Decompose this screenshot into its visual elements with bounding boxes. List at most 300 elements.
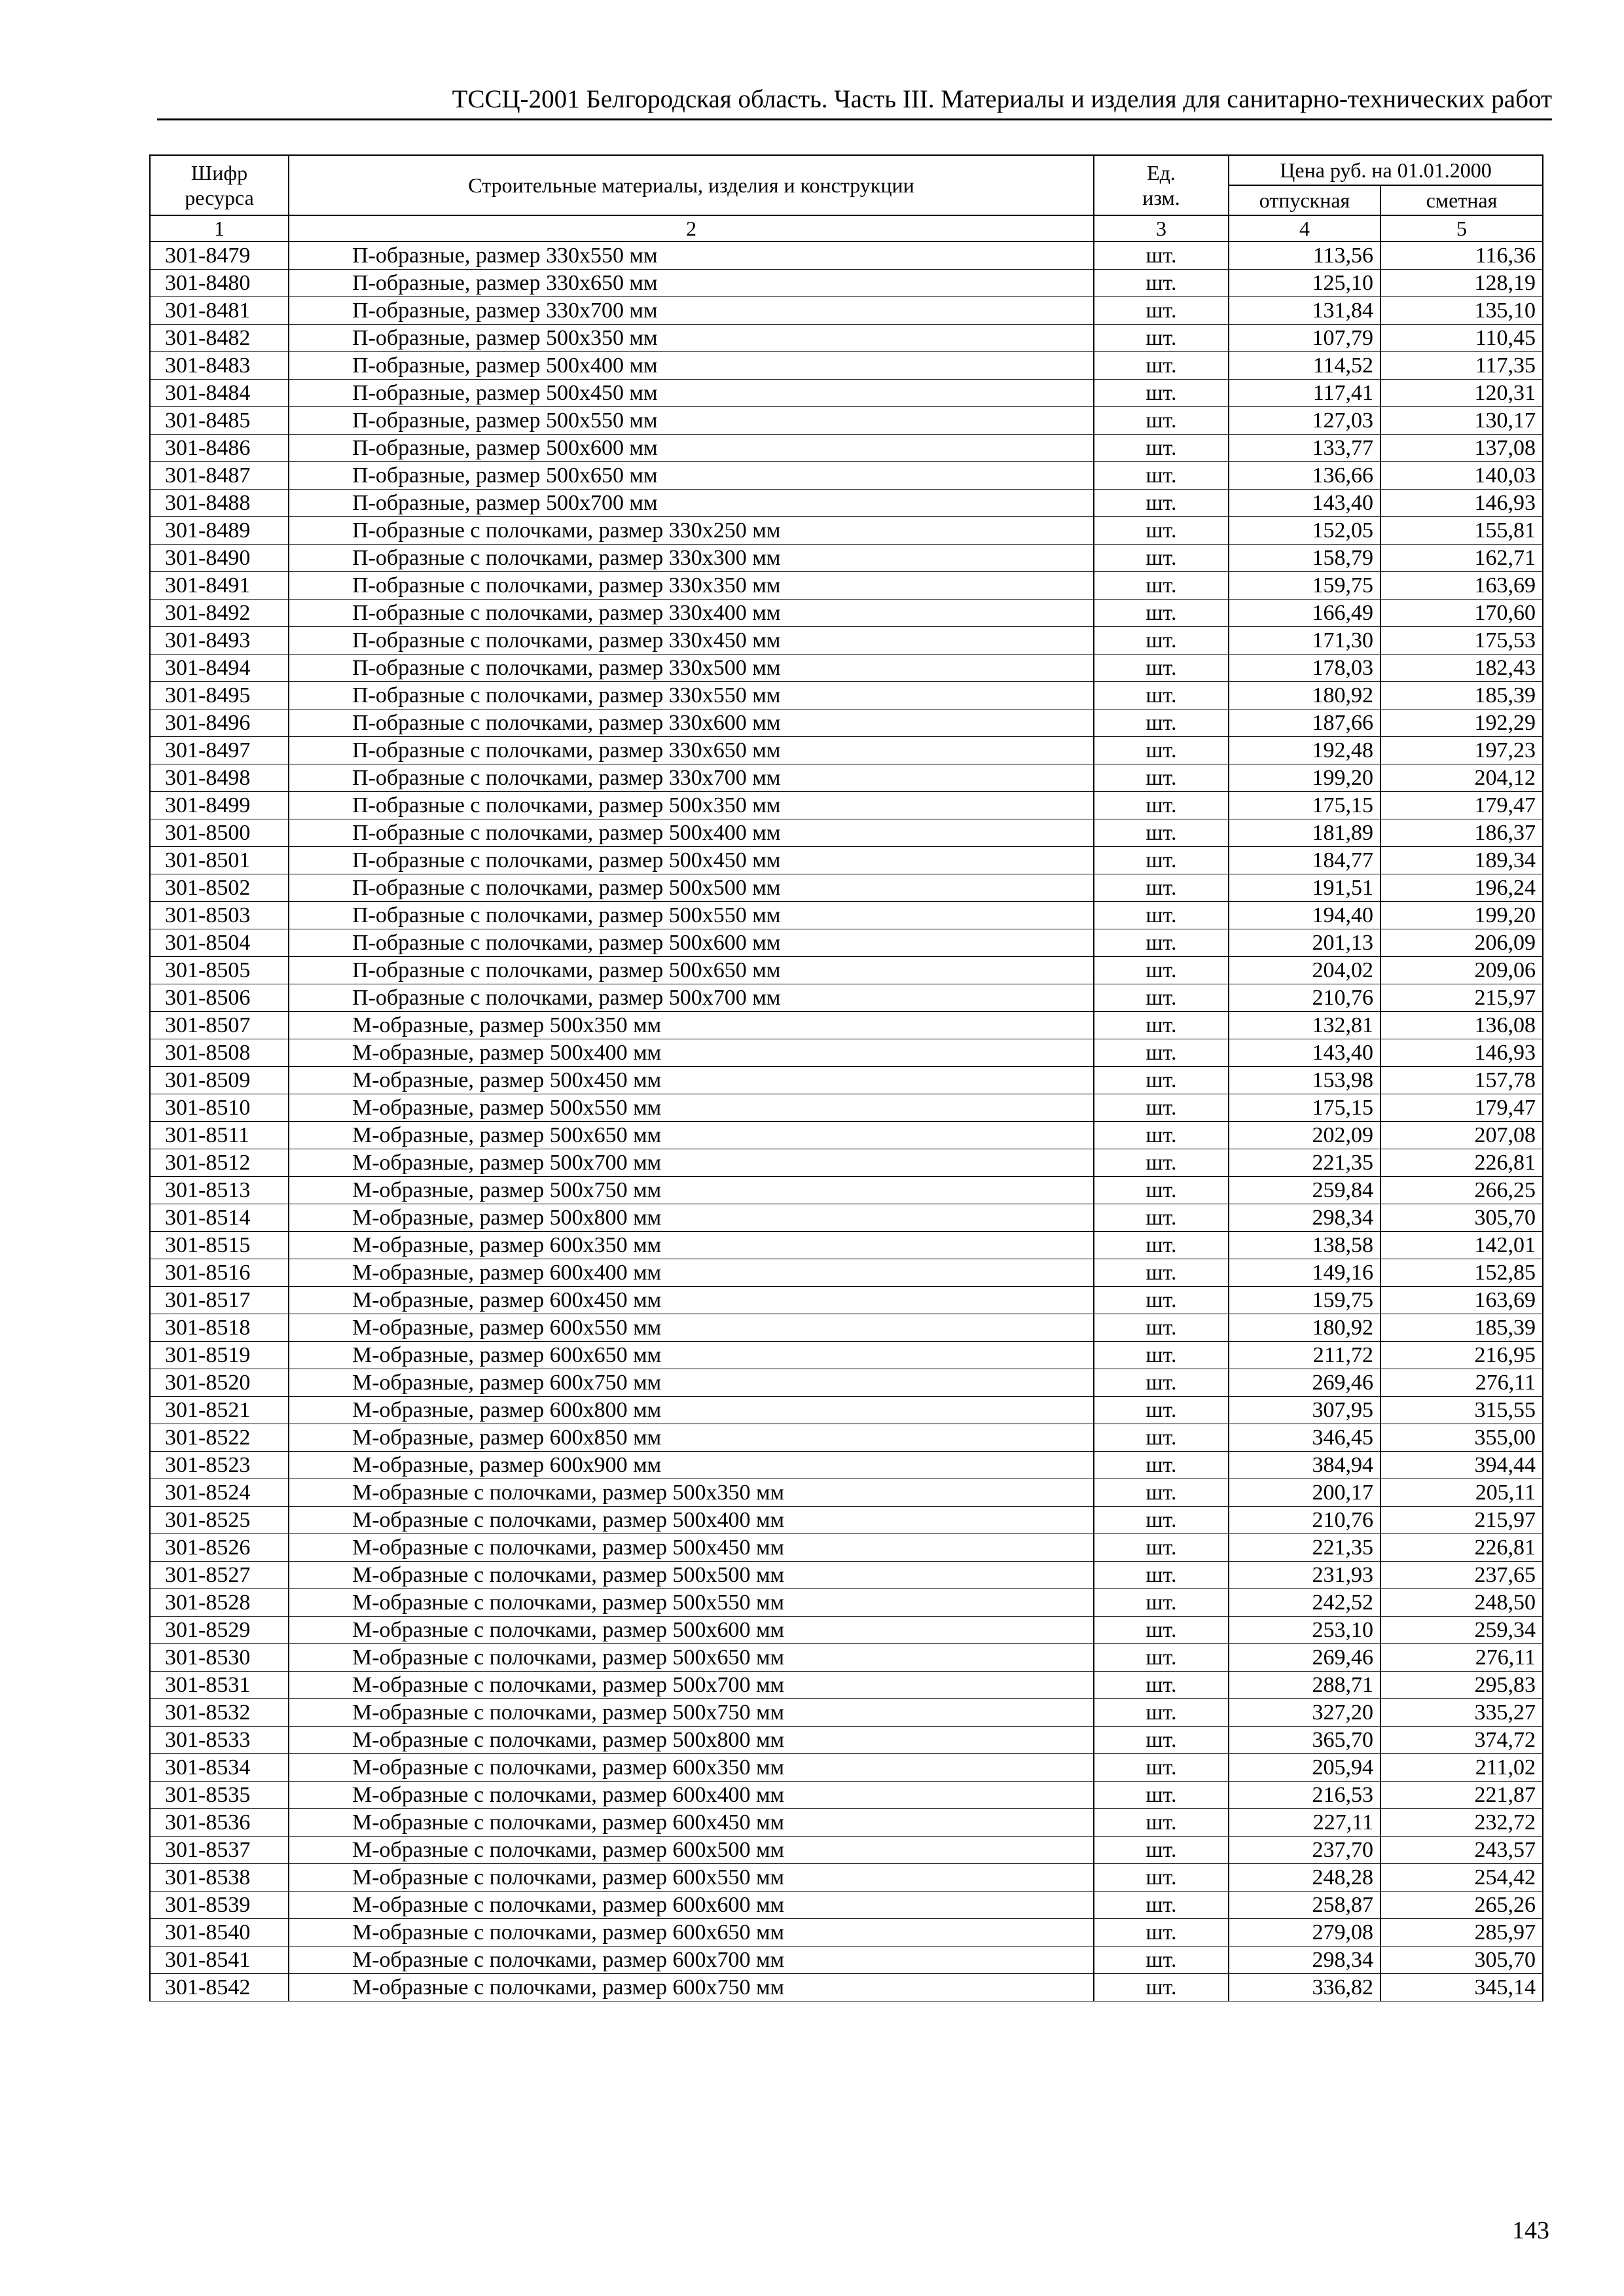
material-name-cell: М-образные, размер 600x850 мм [289,1424,1094,1452]
unit-cell: шт. [1094,270,1229,297]
release-price-cell: 192,48 [1229,737,1380,764]
table-row [150,545,1543,572]
resource-code-cell: 301-8489 [150,517,289,545]
column-header-price-estimate: сметная [1380,185,1543,215]
table-row [150,682,1543,709]
unit-cell: шт. [1094,1012,1229,1039]
table-row [150,1782,1543,1809]
table-row [150,1177,1543,1204]
unit-cell: шт. [1094,957,1229,984]
resource-code-cell: 301-8538 [150,1864,289,1892]
material-name-cell: М-образные, размер 500x750 мм [289,1177,1094,1204]
resource-code-cell: 301-8497 [150,737,289,764]
estimate-price-cell: 295,83 [1380,1672,1543,1699]
material-name-cell: М-образные с полочками, размер 600x700 мм [289,1946,1094,1974]
resource-code-cell: 301-8533 [150,1727,289,1754]
unit-cell: шт. [1094,380,1229,407]
material-name-cell: М-образные с полочками, размер 500x350 мм [289,1479,1094,1507]
table-row [150,1397,1543,1424]
table-row [150,1012,1543,1039]
resource-code-cell: 301-8536 [150,1809,289,1837]
table-row [150,627,1543,655]
table-row [150,709,1543,737]
material-name-cell: М-образные, размер 600x450 мм [289,1287,1094,1314]
material-name-cell: М-образные с полочками, размер 500x750 мм [289,1699,1094,1727]
resource-code-cell: 301-8499 [150,792,289,819]
material-name-cell: П-образные, размер 500x700 мм [289,490,1094,517]
release-price-cell: 202,09 [1229,1122,1380,1149]
release-price-cell: 175,15 [1229,792,1380,819]
resource-code-cell: 301-8511 [150,1122,289,1149]
release-price-cell: 210,76 [1229,984,1380,1012]
release-price-cell: 200,17 [1229,1479,1380,1507]
resource-code-cell: 301-8484 [150,380,289,407]
page-header-title: ТССЦ-2001 Белгородская область. Часть III. Материалы и изделия для санитарно-технических работ [452,85,1552,113]
estimate-price-cell: 285,97 [1380,1919,1543,1946]
release-price-cell: 133,77 [1229,435,1380,462]
estimate-price-cell: 135,10 [1380,297,1543,325]
unit-cell: шт. [1094,1864,1229,1892]
estimate-price-cell: 192,29 [1380,709,1543,737]
material-name-cell: М-образные с полочками, размер 600x500 мм [289,1837,1094,1864]
estimate-price-cell: 226,81 [1380,1149,1543,1177]
resource-code-cell: 301-8540 [150,1919,289,1946]
material-name-cell: П-образные с полочками, размер 330x500 мм [289,655,1094,682]
estimate-price-cell: 207,08 [1380,1122,1543,1149]
resource-code-cell: 301-8519 [150,1342,289,1369]
material-name-cell: М-образные с полочками, размер 500x700 мм [289,1672,1094,1699]
unit-cell: шт. [1094,682,1229,709]
resource-code-cell: 301-8501 [150,847,289,874]
unit-cell: шт. [1094,1946,1229,1974]
estimate-price-cell: 136,08 [1380,1012,1543,1039]
table-row [150,600,1543,627]
price-table [149,154,1543,2001]
material-name-cell: М-образные с полочками, размер 600x750 мм [289,1974,1094,2001]
column-header-unit-line2: изм. [1142,186,1180,209]
release-price-cell: 201,13 [1229,929,1380,957]
unit-cell: шт. [1094,1534,1229,1562]
material-name-cell: М-образные с полочками, размер 500x800 мм [289,1727,1094,1754]
unit-cell: шт. [1094,1837,1229,1864]
material-name-cell: П-образные с полочками, размер 330x350 мм [289,572,1094,600]
release-price-cell: 231,93 [1229,1562,1380,1589]
resource-code-cell: 301-8480 [150,270,289,297]
release-price-cell: 259,84 [1229,1177,1380,1204]
release-price-cell: 114,52 [1229,352,1380,380]
estimate-price-cell: 215,97 [1380,1507,1543,1534]
table-row [150,655,1543,682]
material-name-cell: П-образные с полочками, размер 500x400 мм [289,819,1094,847]
page-number: 143 [1512,2217,1549,2244]
material-name-cell: П-образные с полочками, размер 500x600 мм [289,929,1094,957]
resource-code-cell: 301-8488 [150,490,289,517]
unit-cell: шт. [1094,1699,1229,1727]
unit-cell: шт. [1094,764,1229,792]
material-name-cell: М-образные с полочками, размер 500x550 мм [289,1589,1094,1617]
estimate-price-cell: 211,02 [1380,1754,1543,1782]
table-row [150,1617,1543,1644]
unit-cell: шт. [1094,572,1229,600]
unit-cell: шт. [1094,1727,1229,1754]
estimate-price-cell: 116,36 [1380,242,1543,270]
resource-code-cell: 301-8503 [150,902,289,929]
estimate-price-cell: 163,69 [1380,572,1543,600]
resource-code-cell: 301-8529 [150,1617,289,1644]
release-price-cell: 346,45 [1229,1424,1380,1452]
material-name-cell: П-образные с полочками, размер 500x350 мм [289,792,1094,819]
release-price-cell: 113,56 [1229,242,1380,270]
estimate-price-cell: 117,35 [1380,352,1543,380]
material-name-cell: П-образные, размер 500x650 мм [289,462,1094,490]
column-header-code-line1: Шифр [190,161,248,185]
resource-code-cell: 301-8495 [150,682,289,709]
estimate-price-cell: 179,47 [1380,792,1543,819]
material-name-cell: М-образные, размер 600x400 мм [289,1259,1094,1287]
release-price-cell: 269,46 [1229,1369,1380,1397]
table-row [150,1644,1543,1672]
resource-code-cell: 301-8530 [150,1644,289,1672]
table-row [150,1342,1543,1369]
estimate-price-cell: 305,70 [1380,1946,1543,1974]
material-name-cell: М-образные, размер 600x350 мм [289,1232,1094,1259]
material-name-cell: М-образные, размер 500x800 мм [289,1204,1094,1232]
release-price-cell: 127,03 [1229,407,1380,435]
estimate-price-cell: 197,23 [1380,737,1543,764]
unit-cell: шт. [1094,242,1229,270]
material-name-cell: П-образные с полочками, размер 330x250 мм [289,517,1094,545]
material-name-cell: М-образные с полочками, размер 600x550 мм [289,1864,1094,1892]
material-name-cell: П-образные с полочками, размер 330x400 мм [289,600,1094,627]
unit-cell: шт. [1094,1754,1229,1782]
resource-code-cell: 301-8487 [150,462,289,490]
resource-code-cell: 301-8535 [150,1782,289,1809]
release-price-cell: 180,92 [1229,1314,1380,1342]
estimate-price-cell: 265,26 [1380,1892,1543,1919]
resource-code-cell: 301-8542 [150,1974,289,2001]
material-name-cell: П-образные, размер 330x700 мм [289,297,1094,325]
resource-code-cell: 301-8515 [150,1232,289,1259]
release-price-cell: 136,66 [1229,462,1380,490]
table-row [150,242,1543,270]
resource-code-cell: 301-8514 [150,1204,289,1232]
release-price-cell: 221,35 [1229,1534,1380,1562]
table-row [150,1424,1543,1452]
estimate-price-cell: 196,24 [1380,874,1543,902]
unit-cell: шт. [1094,490,1229,517]
resource-code-cell: 301-8496 [150,709,289,737]
table-row [150,1699,1543,1727]
material-name-cell: М-образные, размер 600x800 мм [289,1397,1094,1424]
material-name-cell: П-образные с полочками, размер 500x450 мм [289,847,1094,874]
unit-cell: шт. [1094,737,1229,764]
table-row [150,1534,1543,1562]
unit-cell: шт. [1094,1094,1229,1122]
resource-code-cell: 301-8500 [150,819,289,847]
release-price-cell: 171,30 [1229,627,1380,655]
material-name-cell: М-образные, размер 600x750 мм [289,1369,1094,1397]
table-row [150,1809,1543,1837]
resource-code-cell: 301-8498 [150,764,289,792]
estimate-price-cell: 163,69 [1380,1287,1543,1314]
resource-code-cell: 301-8532 [150,1699,289,1727]
material-name-cell: П-образные с полочками, размер 500x650 мм [289,957,1094,984]
resource-code-cell: 301-8526 [150,1534,289,1562]
release-price-cell: 159,75 [1229,1287,1380,1314]
resource-code-cell: 301-8502 [150,874,289,902]
material-name-cell: П-образные, размер 500x400 мм [289,352,1094,380]
resource-code-cell: 301-8522 [150,1424,289,1452]
unit-cell: шт. [1094,1397,1229,1424]
release-price-cell: 181,89 [1229,819,1380,847]
table-row [150,1314,1543,1342]
column-header-unit-line1: Ед. [1147,161,1176,185]
material-name-cell: П-образные с полочками, размер 330x550 мм [289,682,1094,709]
resource-code-cell: 301-8520 [150,1369,289,1397]
table-row [150,737,1543,764]
material-name-cell: П-образные, размер 500x350 мм [289,325,1094,352]
resource-code-cell: 301-8491 [150,572,289,600]
release-price-cell: 143,40 [1229,1039,1380,1067]
unit-cell: шт. [1094,627,1229,655]
table-row [150,1122,1543,1149]
estimate-price-cell: 205,11 [1380,1479,1543,1507]
table-row [150,1672,1543,1699]
unit-cell: шт. [1094,1617,1229,1644]
material-name-cell: П-образные с полочками, размер 330x650 мм [289,737,1094,764]
estimate-price-cell: 305,70 [1380,1204,1543,1232]
release-price-cell: 132,81 [1229,1012,1380,1039]
material-name-cell: М-образные, размер 500x700 мм [289,1149,1094,1177]
release-price-cell: 221,35 [1229,1149,1380,1177]
estimate-price-cell: 146,93 [1380,1039,1543,1067]
unit-cell: шт. [1094,655,1229,682]
material-name-cell: П-образные с полочками, размер 330x450 мм [289,627,1094,655]
table-row [150,462,1543,490]
release-price-cell: 384,94 [1229,1452,1380,1479]
table-row [150,792,1543,819]
table-row [150,270,1543,297]
unit-cell: шт. [1094,1507,1229,1534]
estimate-price-cell: 142,01 [1380,1232,1543,1259]
unit-cell: шт. [1094,325,1229,352]
resource-code-cell: 301-8513 [150,1177,289,1204]
table-header [150,155,1543,242]
estimate-price-cell: 146,93 [1380,490,1543,517]
release-price-cell: 158,79 [1229,545,1380,572]
resource-code-cell: 301-8509 [150,1067,289,1094]
table-row [150,1479,1543,1507]
table-row [150,1589,1543,1617]
table-row [150,407,1543,435]
unit-cell: шт. [1094,1314,1229,1342]
estimate-price-cell: 130,17 [1380,407,1543,435]
estimate-price-cell: 204,12 [1380,764,1543,792]
release-price-cell: 175,15 [1229,1094,1380,1122]
unit-cell: шт. [1094,407,1229,435]
estimate-price-cell: 215,97 [1380,984,1543,1012]
table-row [150,435,1543,462]
table-row [150,1864,1543,1892]
material-name-cell: П-образные с полочками, размер 330x700 мм [289,764,1094,792]
resource-code-cell: 301-8508 [150,1039,289,1067]
material-name-cell: М-образные, размер 500x450 мм [289,1067,1094,1094]
estimate-price-cell: 128,19 [1380,270,1543,297]
material-name-cell: П-образные с полочками, размер 330x600 мм [289,709,1094,737]
material-name-cell: П-образные, размер 500x450 мм [289,380,1094,407]
column-header-unit [1094,155,1229,215]
unit-cell: шт. [1094,297,1229,325]
unit-cell: шт. [1094,1672,1229,1699]
estimate-price-cell: 216,95 [1380,1342,1543,1369]
unit-cell: шт. [1094,600,1229,627]
resource-code-cell: 301-8531 [150,1672,289,1699]
material-name-cell: М-образные, размер 500x550 мм [289,1094,1094,1122]
release-price-cell: 327,20 [1229,1699,1380,1727]
release-price-cell: 159,75 [1229,572,1380,600]
unit-cell: шт. [1094,819,1229,847]
resource-code-cell: 301-8483 [150,352,289,380]
material-name-cell: М-образные с полочками, размер 600x400 мм [289,1782,1094,1809]
column-header-price-group: Цена руб. на 01.01.2000 [1229,155,1543,185]
resource-code-cell: 301-8512 [150,1149,289,1177]
table-row [150,1204,1543,1232]
table-row [150,1039,1543,1067]
table-row [150,1727,1543,1754]
release-price-cell: 180,92 [1229,682,1380,709]
estimate-price-cell: 110,45 [1380,325,1543,352]
column-number: 5 [1380,215,1543,242]
release-price-cell: 288,71 [1229,1672,1380,1699]
unit-cell: шт. [1094,1369,1229,1397]
table-row [150,902,1543,929]
material-name-cell: П-образные с полочками, размер 500x500 мм [289,874,1094,902]
unit-cell: шт. [1094,1232,1229,1259]
material-name-cell: М-образные с полочками, размер 500x450 мм [289,1534,1094,1562]
material-name-cell: П-образные, размер 330x550 мм [289,242,1094,270]
release-price-cell: 211,72 [1229,1342,1380,1369]
estimate-price-cell: 259,34 [1380,1617,1543,1644]
estimate-price-cell: 394,44 [1380,1452,1543,1479]
estimate-price-cell: 170,60 [1380,600,1543,627]
table-row [150,764,1543,792]
resource-code-cell: 301-8518 [150,1314,289,1342]
release-price-cell: 307,95 [1229,1397,1380,1424]
material-name-cell: М-образные с полочками, размер 500x650 мм [289,1644,1094,1672]
unit-cell: шт. [1094,1782,1229,1809]
unit-cell: шт. [1094,435,1229,462]
release-price-cell: 269,46 [1229,1644,1380,1672]
estimate-price-cell: 157,78 [1380,1067,1543,1094]
resource-code-cell: 301-8485 [150,407,289,435]
unit-cell: шт. [1094,929,1229,957]
estimate-price-cell: 162,71 [1380,545,1543,572]
release-price-cell: 210,76 [1229,1507,1380,1534]
estimate-price-cell: 355,00 [1380,1424,1543,1452]
material-name-cell: М-образные с полочками, размер 600x600 мм [289,1892,1094,1919]
material-name-cell: М-образные, размер 500x400 мм [289,1039,1094,1067]
estimate-price-cell: 206,09 [1380,929,1543,957]
resource-code-cell: 301-8523 [150,1452,289,1479]
release-price-cell: 143,40 [1229,490,1380,517]
table-row [150,1149,1543,1177]
unit-cell: шт. [1094,792,1229,819]
unit-cell: шт. [1094,352,1229,380]
unit-cell: шт. [1094,462,1229,490]
material-name-cell: М-образные, размер 500x650 мм [289,1122,1094,1149]
resource-code-cell: 301-8492 [150,600,289,627]
table-row [150,957,1543,984]
estimate-price-cell: 232,72 [1380,1809,1543,1837]
material-name-cell: М-образные с полочками, размер 600x650 мм [289,1919,1094,1946]
unit-cell: шт. [1094,902,1229,929]
material-name-cell: П-образные с полочками, размер 500x550 мм [289,902,1094,929]
table-row [150,929,1543,957]
material-name-cell: М-образные, размер 600x650 мм [289,1342,1094,1369]
unit-cell: шт. [1094,1259,1229,1287]
estimate-price-cell: 137,08 [1380,435,1543,462]
table-row [150,1562,1543,1589]
release-price-cell: 365,70 [1229,1727,1380,1754]
estimate-price-cell: 185,39 [1380,1314,1543,1342]
estimate-price-cell: 179,47 [1380,1094,1543,1122]
resource-code-cell: 301-8493 [150,627,289,655]
table-row [150,1507,1543,1534]
unit-cell: шт. [1094,1204,1229,1232]
resource-code-cell: 301-8541 [150,1946,289,1974]
release-price-cell: 258,87 [1229,1892,1380,1919]
estimate-price-cell: 335,27 [1380,1699,1543,1727]
release-price-cell: 184,77 [1229,847,1380,874]
unit-cell: шт. [1094,1039,1229,1067]
material-name-cell: М-образные с полочками, размер 500x500 мм [289,1562,1094,1589]
unit-cell: шт. [1094,1424,1229,1452]
release-price-cell: 237,70 [1229,1837,1380,1864]
material-name-cell: П-образные, размер 330x650 мм [289,270,1094,297]
table-row [150,517,1543,545]
table-row [150,847,1543,874]
table-row [150,1892,1543,1919]
resource-code-cell: 301-8534 [150,1754,289,1782]
estimate-price-cell: 248,50 [1380,1589,1543,1617]
material-name-cell: П-образные, размер 500x600 мм [289,435,1094,462]
table-row [150,1754,1543,1782]
header-divider [157,118,1552,120]
estimate-price-cell: 209,06 [1380,957,1543,984]
table-row [150,380,1543,407]
resource-code-cell: 301-8521 [150,1397,289,1424]
table-row [150,1369,1543,1397]
estimate-price-cell: 155,81 [1380,517,1543,545]
unit-cell: шт. [1094,1589,1229,1617]
estimate-price-cell: 140,03 [1380,462,1543,490]
estimate-price-cell: 152,85 [1380,1259,1543,1287]
table-row [150,984,1543,1012]
release-price-cell: 191,51 [1229,874,1380,902]
table-row [150,819,1543,847]
estimate-price-cell: 266,25 [1380,1177,1543,1204]
column-header-code-line2: ресурса [185,186,254,209]
column-number: 1 [150,215,289,242]
unit-cell: шт. [1094,1149,1229,1177]
table-row [150,874,1543,902]
table-row [150,1094,1543,1122]
table-row [150,1974,1543,2001]
unit-cell: шт. [1094,517,1229,545]
table-row [150,572,1543,600]
release-price-cell: 166,49 [1229,600,1380,627]
table-row [150,352,1543,380]
